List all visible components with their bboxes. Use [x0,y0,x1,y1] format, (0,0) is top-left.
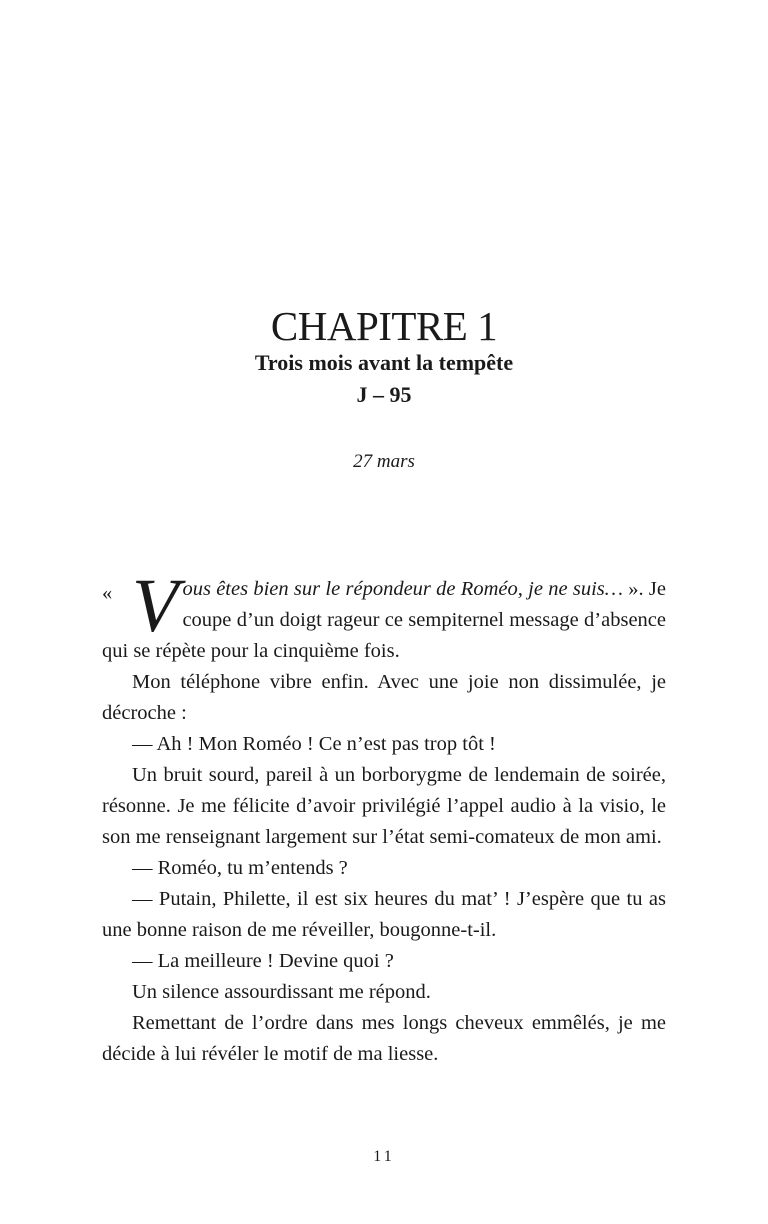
paragraph: Mon téléphone vibre enfin. Avec une joie non dissimulée, je décroche : [102,671,666,724]
chapter-countdown: J – 95 [356,382,412,407]
paragraph: Remettant de l’ordre dans mes longs cheveux emmêlés, je me décide à lui révéler le motif de ma liesse. [102,1012,666,1065]
chapter-subtitle: Trois mois avant la tempête [254,350,514,375]
body-text [102,564,667,1070]
page-number: 11 [373,1148,395,1165]
chapter-title: CHAPITRE 1 [270,303,498,349]
paragraph: — Ah ! Mon Roméo ! Ce n’est pas trop tôt ! [132,733,496,755]
paragraph: — La meilleure ! Devine quoi ? [132,950,394,972]
paragraph: — Putain, Philette, il est six heures du mat’ ! J’espère que tu as une bonne raison de me réveiller, bougonne-t-il. [102,888,666,941]
paragraph: Un bruit sourd, pareil à un borborygme de lendemain de soirée, résonne. Je me félicite d’avoir privilégié l’appel audio à la visio, le son me renseignant largement sur l’état semi-comateux de mon ami. [102,764,666,848]
paragraph: Un silence assourdissant me répond. [132,981,431,1003]
chapter-date: 27 mars [353,451,415,472]
first-paragraph-rest: ». Je coupe d’un doigt rageur ce sempiternel message d’absence qui se répète pour la cinquième fois. [102,578,667,662]
drop-cap: V [132,564,179,648]
first-paragraph-italic: ous êtes bien sur le répondeur de Roméo, je ne suis… [182,578,623,600]
paragraph: — Roméo, tu m’entends ? [132,857,348,879]
first-paragraph [102,564,667,667]
opening-quote-mark: « [102,582,113,604]
